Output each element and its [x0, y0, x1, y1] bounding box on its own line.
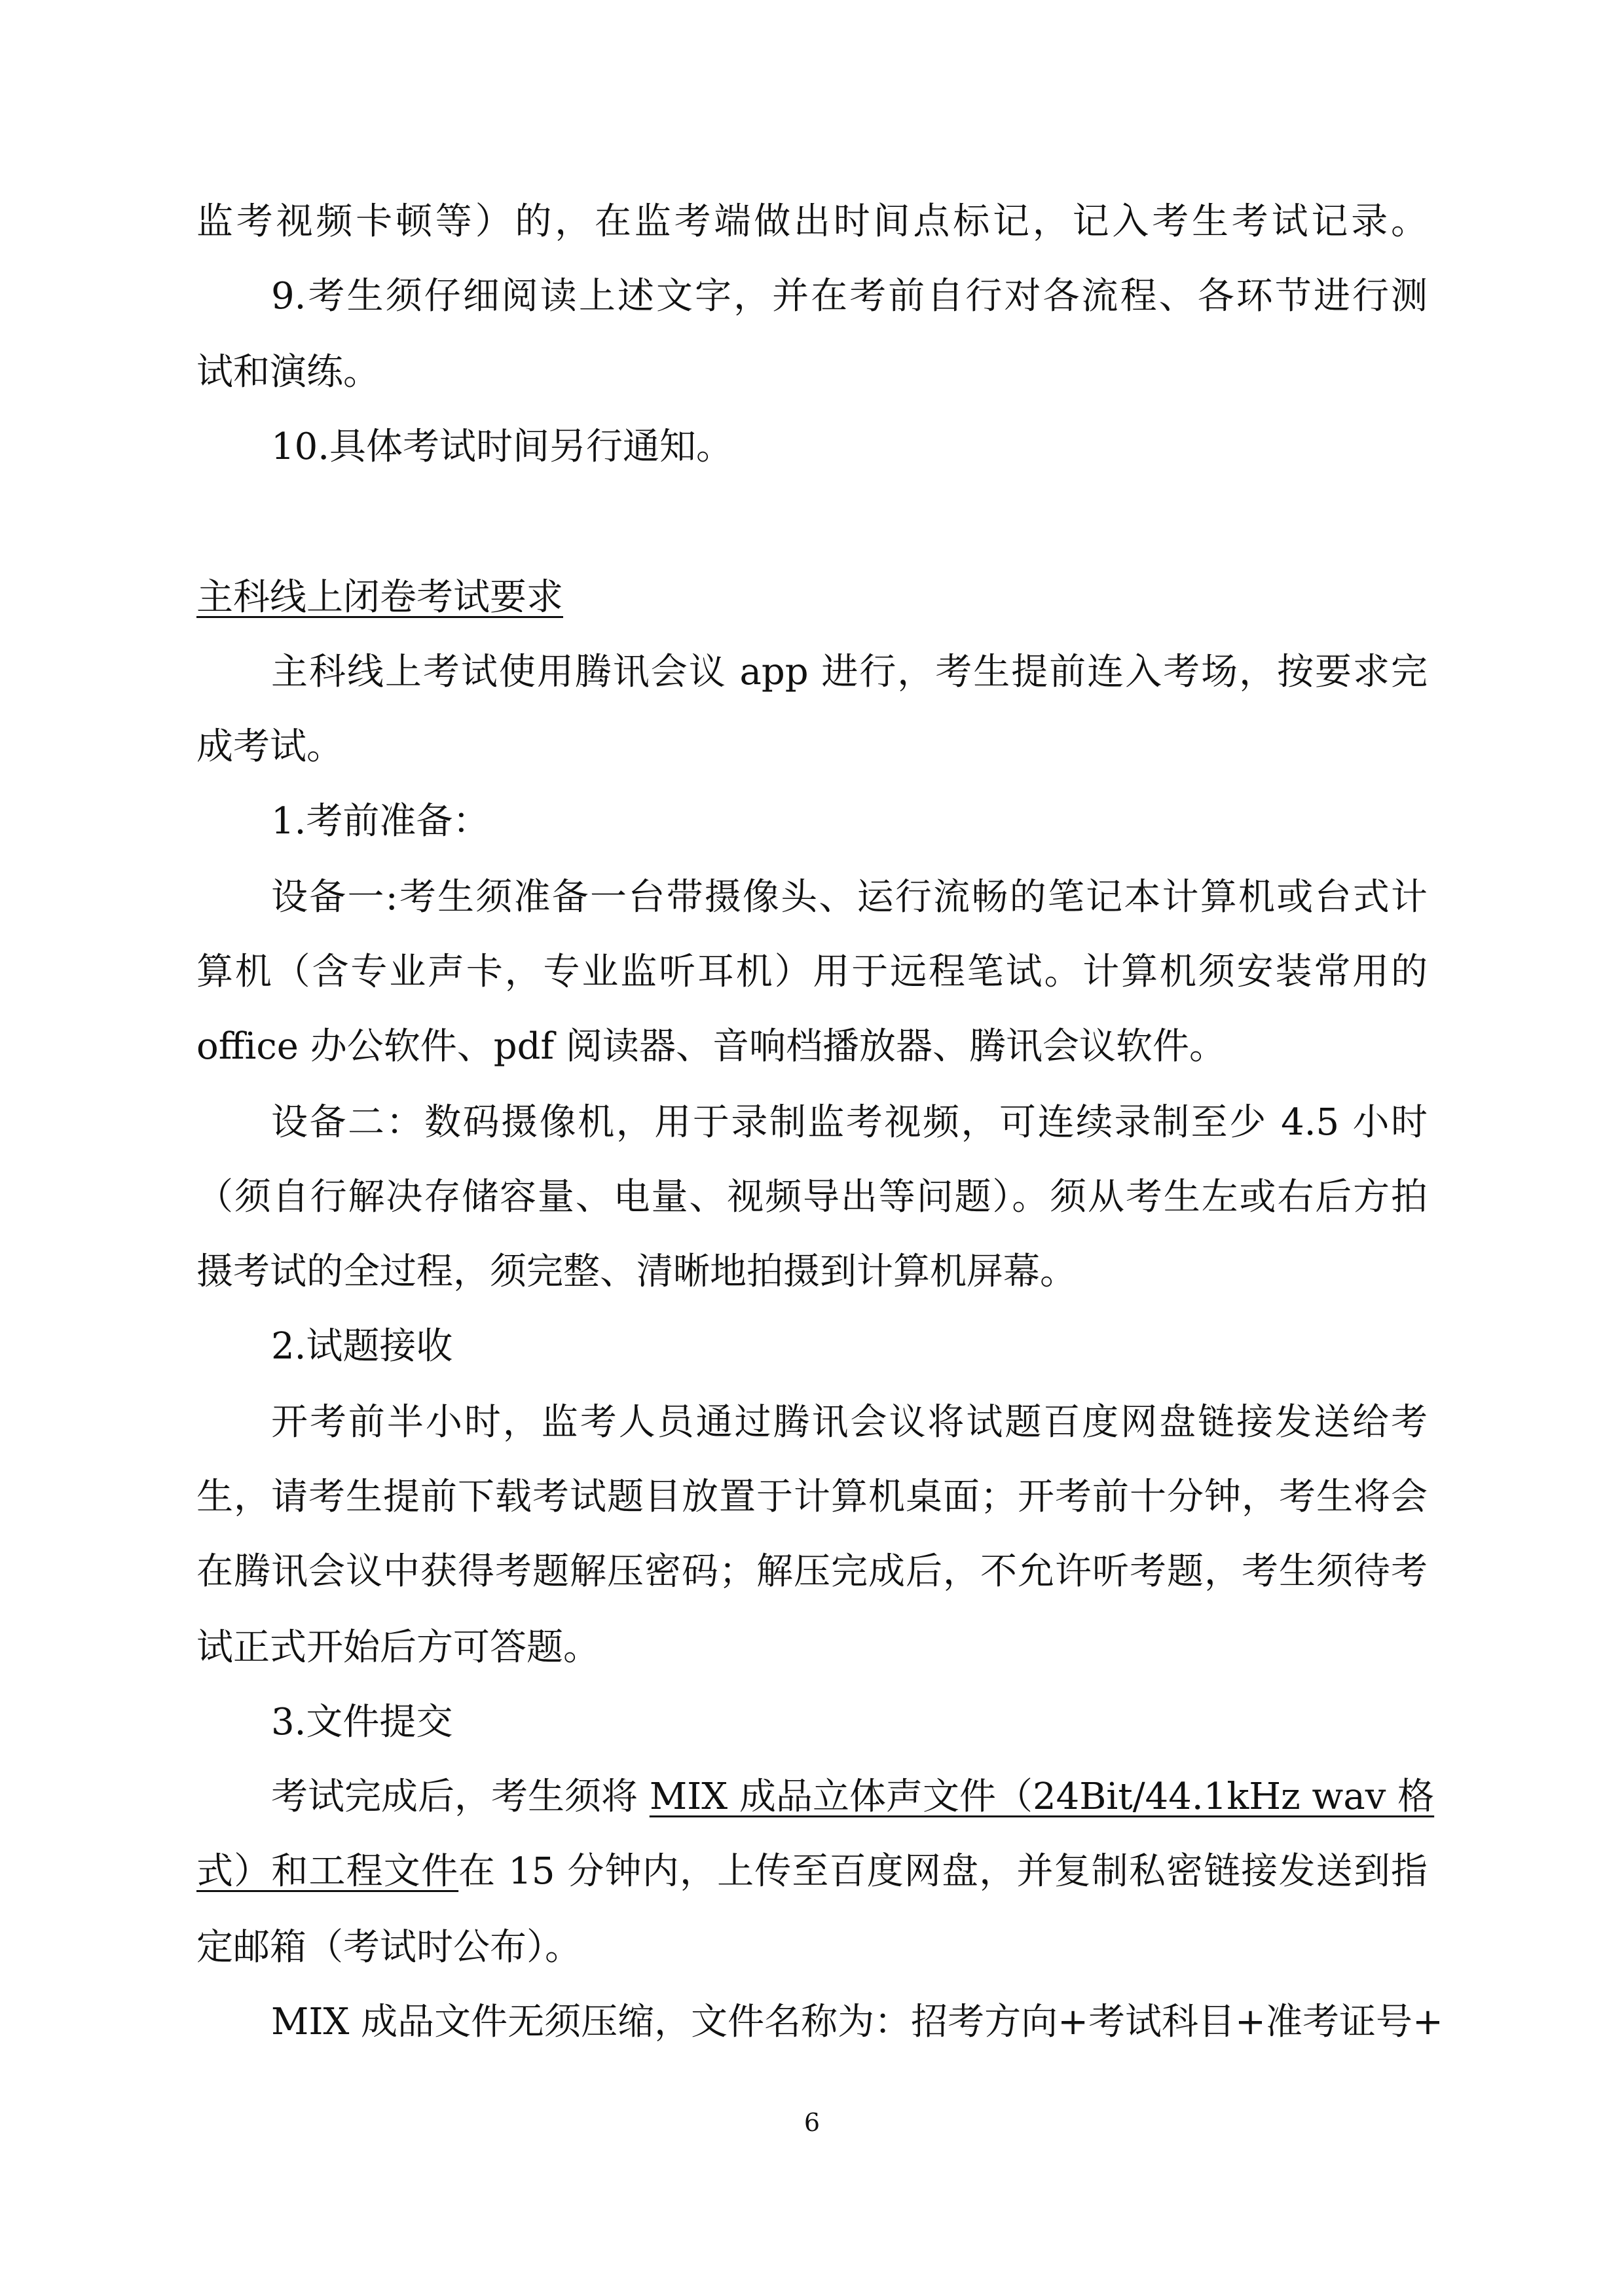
receive-line: 试正式开始后方可答题。: [196, 1626, 600, 1669]
submit-line: [271, 1774, 1435, 1820]
submit-line: 定邮箱（考试时公布）。: [196, 1926, 581, 1969]
device-one-line: 算机（含专业声卡，专业监听耳机）用于远程笔试。计算机须安装常用的: [196, 951, 1428, 993]
submit-underlined-text: MIX 成品立体声文件（24Bit/44.1kHz wav 格: [649, 1776, 1435, 1818]
subheading-submit: 3.文件提交: [271, 1701, 453, 1743]
subheading-preparation: 1.考前准备：: [271, 800, 490, 843]
intro-line-cont: 成考试。: [196, 725, 343, 768]
device-two-line: （须自行解决存储容量、电量、视频导出等问题）。须从考生左或右后方拍: [196, 1176, 1428, 1218]
device-one-line: 设备一:考生须准备一台带摄像头、运行流畅的笔记本计算机或台式计: [271, 876, 1428, 919]
filename-line: MIX 成品文件无须压缩，文件名称为：招考方向+考试科目+准考证号+: [271, 2001, 1443, 2043]
receive-line: 开考前半小时，监考人员通过腾讯会议将试题百度网盘链接发送给考: [271, 1401, 1428, 1444]
subheading-receive: 2.试题接收: [271, 1325, 453, 1368]
submit-text: 在 15 分钟内，上传至百度网盘，并复制私密链接发送到指: [458, 1850, 1428, 1893]
submit-line: [196, 1849, 1428, 1895]
paragraph-line: 监考视频卡顿等）的，在监考端做出时间点标记，记入考生考试记录。: [196, 200, 1428, 243]
section-heading-text: 主科线上闭卷考试要求: [196, 576, 563, 619]
submit-text: 考试完成后，考生须将: [271, 1776, 650, 1818]
item-9-line-cont: 试和演练。: [196, 351, 380, 393]
receive-line: 在腾讯会议中获得考题解压密码；解压完成后，不允许听考题，考生须待考: [196, 1550, 1428, 1593]
intro-line: 主科线上考试使用腾讯会议 app 进行，考生提前连入考场，按要求完: [271, 651, 1428, 693]
section-heading: [196, 575, 563, 621]
device-one-line: office 办公软件、pdf 阅读器、音响档播放器、腾讯会议软件。: [196, 1025, 1226, 1068]
item-10-line: 10.具体考试时间另行通知。: [271, 426, 733, 468]
device-two-line: 设备二：数码摄像机，用于录制监考视频，可连续录制至少 4.5 小时: [271, 1101, 1428, 1144]
submit-underlined-text: 式）和工程文件: [196, 1850, 459, 1893]
device-two-line: 摄考试的全过程，须完整、清晰地拍摄到计算机屏幕。: [196, 1250, 1077, 1293]
page-number: 6: [803, 2108, 821, 2137]
receive-line: 生，请考生提前下载考试题目放置于计算机桌面；开考前十分钟，考生将会: [196, 1476, 1428, 1518]
item-9-line: 9.考生须仔细阅读上述文字，并在考前自行对各流程、各环节进行测: [271, 275, 1428, 318]
